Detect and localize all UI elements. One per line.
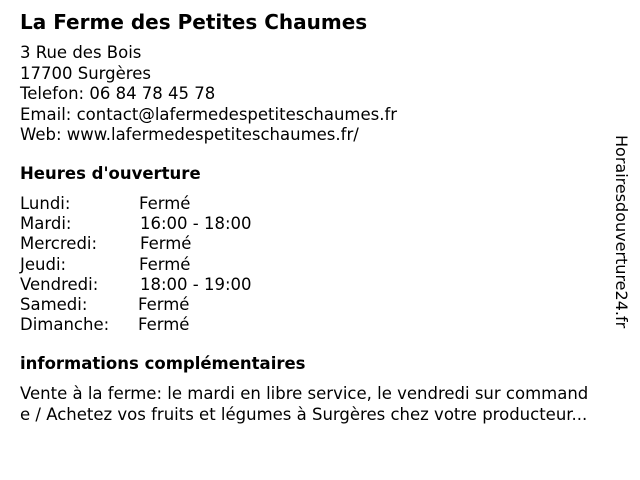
business-name: La Ferme des Petites Chaumes [20, 10, 368, 34]
additional-info-line-2: e / Achetez vos fruits et légumes à Surgères chez votre producteur... [20, 404, 588, 424]
email-address: Email: contact@lafermedespetiteschaumes.fr [20, 104, 398, 124]
hours-row-mardi [20, 214, 320, 234]
hours-row-vendredi [20, 275, 320, 295]
address-line-2: 17700 Surgères [20, 63, 151, 83]
hours-value: Fermé [140, 234, 192, 254]
site-watermark: Horairesdouverture24.fr [612, 135, 631, 329]
hours-value: 16:00 - 18:00 [140, 214, 252, 234]
day-label: Mardi: [20, 214, 72, 234]
opening-hours-table [20, 194, 320, 335]
hours-row-jeudi [20, 255, 320, 275]
additional-info-heading: informations complémentaires [20, 354, 306, 373]
opening-hours-heading: Heures d'ouverture [20, 164, 201, 183]
day-label: Jeudi: [20, 254, 67, 274]
contact-block [20, 43, 397, 146]
day-label: Lundi: [20, 194, 71, 213]
hours-value: Fermé [139, 254, 191, 274]
additional-info-line-1: Vente à la ferme: le mardi en libre service, le vendredi sur command [20, 384, 589, 403]
hours-value: Fermé [138, 315, 190, 335]
hours-row-lundi [20, 194, 320, 214]
day-label: Mercredi: [20, 234, 98, 254]
hours-value: 18:00 - 19:00 [140, 274, 252, 294]
hours-row-samedi [20, 295, 320, 315]
day-label: Dimanche: [20, 315, 110, 335]
hours-value: Fermé [139, 194, 191, 213]
hours-row-mercredi [20, 234, 320, 254]
hours-value: Fermé [138, 294, 190, 314]
day-label: Samedi: [20, 294, 88, 314]
day-label: Vendredi: [20, 274, 99, 294]
hours-row-dimanche [20, 315, 320, 335]
additional-info-text [20, 384, 620, 425]
phone-number: Telefon: 06 84 78 45 78 [20, 84, 216, 103]
address-line-1: 3 Rue des Bois [20, 43, 142, 62]
website-address: Web: www.lafermedespetiteschaumes.fr/ [20, 125, 359, 144]
